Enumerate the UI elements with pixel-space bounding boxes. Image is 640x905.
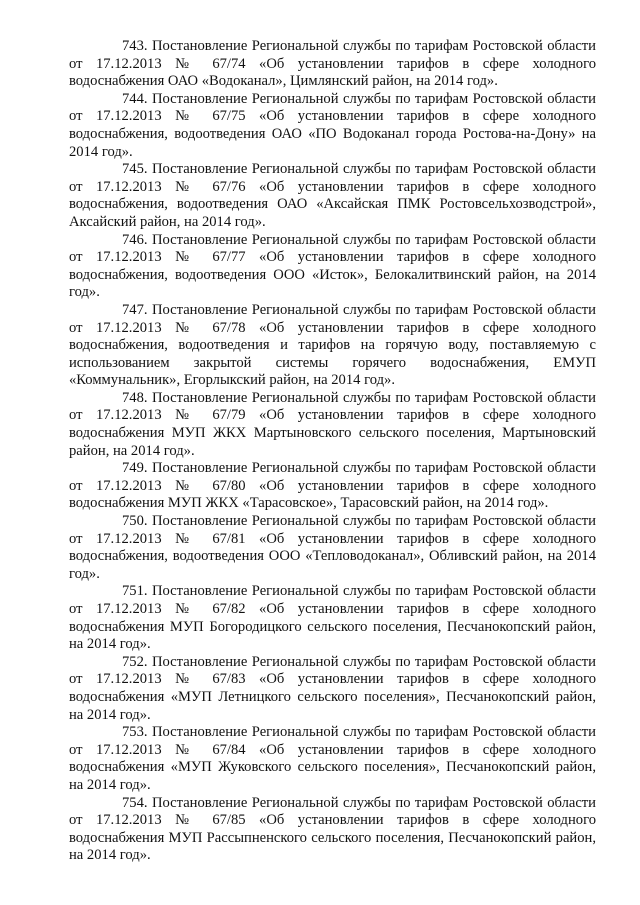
list-item: 751. Постановление Региональной службы по тарифам Ростовской области от 17.12.2013 № 67/82 «Об установлении тарифов в сфере холодного водоснабжения МУП Богородицкого сельского поселения, Песчанокопский район, на 2014 год». — [69, 583, 596, 653]
list-item: 743. Постановление Региональной службы по тарифам Ростовской области от 17.12.2013 № 67/74 «Об установлении тарифов в сфере холодного водоснабжения ОАО «Водоканал», Цимлянский район, на 2014 год». — [69, 38, 596, 90]
list-item: 745. Постановление Региональной службы по тарифам Ростовской области от 17.12.2013 № 67/76 «Об установлении тарифов в сфере холодного водоснабжения, водоотведения ОАО «Аксайская ПМК Ростовсельхозводстрой», Аксайский район, на 2014 год». — [69, 161, 596, 230]
list-item: 750. Постановление Региональной службы по тарифам Ростовской области от 17.12.2013 № 67/81 «Об установлении тарифов в сфере холодного водоснабжения, водоотведения ООО «Тепловодоканал», Обливский район, на 2014 год». — [69, 513, 596, 582]
list-item: 747. Постановление Региональной службы по тарифам Ростовской области от 17.12.2013 № 67/78 «Об установлении тарифов в сфере холодного водоснабжения, водоотведения и тарифов на горячую воду, поставляемую с использованием закрытой системы горячего водоснабжения, ЕМУП «Коммунальник», Егорлыкский район, на 2014 год». — [69, 301, 596, 389]
list-item: 749. Постановление Региональной службы по тарифам Ростовской области от 17.12.2013 № 67/80 «Об установлении тарифов в сфере холодного водоснабжения МУП ЖКХ «Тарасовское», Тарасовский район, на 2014 год». — [69, 460, 596, 512]
list-item: 752. Постановление Региональной службы по тарифам Ростовской области от 17.12.2013 № 67/83 «Об установлении тарифов в сфере холодного водоснабжения «МУП Летницкого сельского поселения», Песчанокопский район, на 2014 год». — [69, 653, 596, 723]
list-item: 744. Постановление Региональной службы по тарифам Ростовской области от 17.12.2013 № 67/75 «Об установлении тарифов в сфере холодного водоснабжения, водоотведения ОАО «ПО Водоканал города Ростова-на-Дону» на 2014 год». — [69, 90, 596, 160]
document-page — [69, 38, 596, 865]
list-item: 753. Постановление Региональной службы по тарифам Ростовской области от 17.12.2013 № 67/84 «Об установлении тарифов в сфере холодного водоснабжения «МУП Жуковского сельского поселения», Песчанокопский район, на 2014 год». — [69, 724, 596, 793]
list-item: 754. Постановление Региональной службы по тарифам Ростовской области от 17.12.2013 № 67/85 «Об установлении тарифов в сфере холодного водоснабжения МУП Рассыпненского сельского поселения, Песчанокопский район, на 2014 год». — [69, 794, 596, 864]
list-item: 746. Постановление Региональной службы по тарифам Ростовской области от 17.12.2013 № 67/77 «Об установлении тарифов в сфере холодного водоснабжения, водоотведения ООО «Исток», Белокалитвинский район, на 2014 год». — [69, 231, 596, 301]
list-item: 748. Постановление Региональной службы по тарифам Ростовской области от 17.12.2013 № 67/79 «Об установлении тарифов в сфере холодного водоснабжения МУП ЖКХ Мартыновского сельского поселения, Мартыновский район, на 2014 год». — [69, 389, 596, 459]
